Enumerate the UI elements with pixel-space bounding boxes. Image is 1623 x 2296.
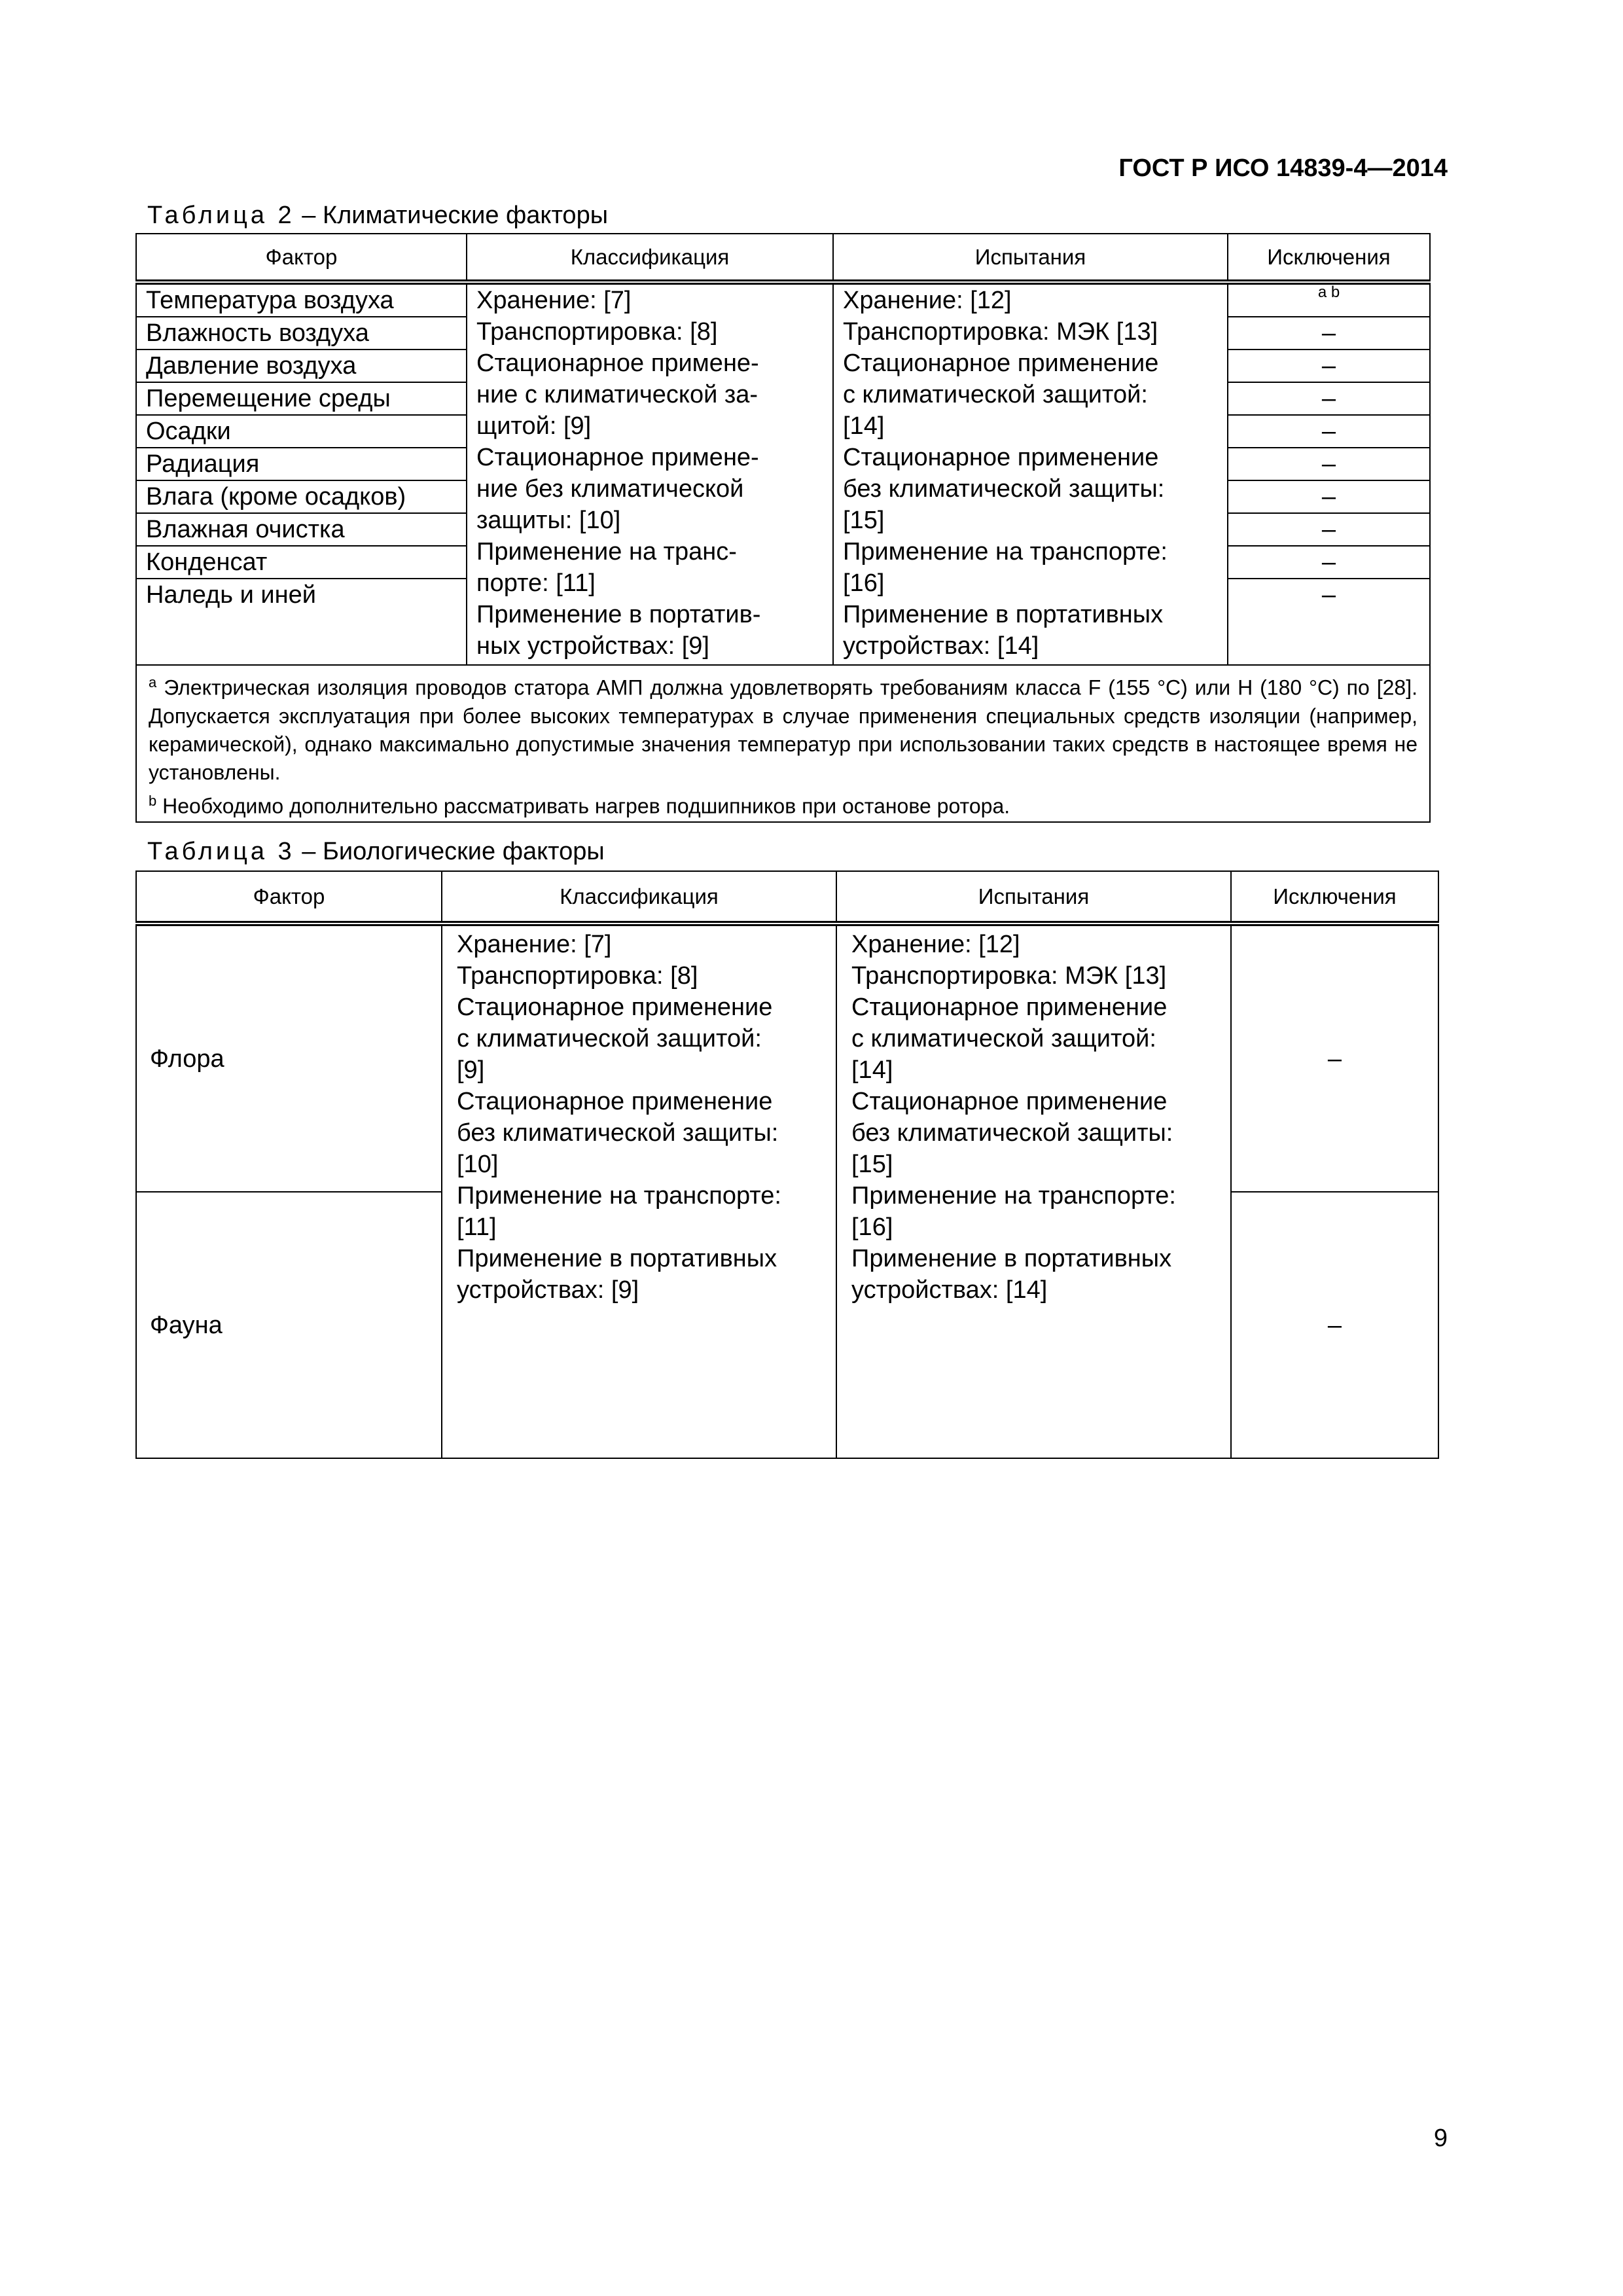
classification-line: Стационарное применение <box>457 1088 773 1115</box>
table3-col-exceptions: Исключения <box>1231 871 1438 924</box>
table2-col-tests: Испытания <box>833 234 1228 282</box>
factor-cell: Наледь и иней <box>136 579 467 665</box>
classification-line: Хранение: [7] <box>457 931 612 958</box>
classification-line: ных устройствах: [9] <box>476 632 709 660</box>
table3-caption <box>147 838 605 866</box>
tests-line: [14] <box>851 1056 893 1084</box>
table3-caption-title: – Биологические факторы <box>302 838 605 865</box>
tests-line: Стационарное применение <box>851 994 1168 1021</box>
table2-footnotes <box>136 665 1430 822</box>
factor-cell: Влажность воздуха <box>136 317 467 350</box>
classification-cell <box>467 282 833 665</box>
tests-line: с климатической защитой: <box>843 381 1148 408</box>
tests-line: Хранение: [12] <box>843 287 1012 314</box>
page-number: 9 <box>1433 2125 1448 2152</box>
tests-line: Транспортировка: МЭК [13] <box>851 962 1167 990</box>
classification-line: Стационарное примене- <box>476 350 759 377</box>
exception-cell: – <box>1228 382 1430 415</box>
factor-cell: Осадки <box>136 415 467 448</box>
factor-cell: Влага (кроме осадков) <box>136 480 467 513</box>
tests-line: Применение в портативных <box>843 601 1164 628</box>
exception-cell: – <box>1228 317 1430 350</box>
tests-line: без климатической защиты: <box>843 475 1165 503</box>
tests-line: Транспортировка: МЭК [13] <box>843 318 1158 346</box>
footnote-a <box>149 668 1418 787</box>
exception-cell: – <box>1231 924 1438 1192</box>
tests-line: Применение на транспорте: <box>851 1182 1176 1210</box>
tests-line: Стационарное применение <box>851 1088 1168 1115</box>
classification-cell <box>442 924 836 1458</box>
factor-cell: Радиация <box>136 448 467 480</box>
tests-line: [16] <box>843 569 885 597</box>
classification-line: Транспортировка: [8] <box>476 318 718 346</box>
classification-line: без климатической защиты: <box>457 1119 779 1147</box>
tests-line: [15] <box>843 507 885 534</box>
footnote-a-mark: a <box>149 674 157 691</box>
classification-line: щитой: [9] <box>476 412 592 440</box>
classification-line: Транспортировка: [8] <box>457 962 698 990</box>
table2-caption-label: Таблица 2 <box>147 202 295 229</box>
table2-caption-title: – Климатические факторы <box>302 202 609 229</box>
table2-caption <box>147 202 608 230</box>
table-row <box>136 924 1438 1192</box>
exception-cell: a b <box>1228 282 1430 317</box>
classification-line: с климатической защитой: <box>457 1025 762 1052</box>
tests-line: Стационарное применение <box>843 350 1159 377</box>
exception-cell: – <box>1228 350 1430 382</box>
exception-cell: – <box>1228 546 1430 579</box>
exception-cell: – <box>1228 448 1430 480</box>
footnote-b <box>149 787 1418 821</box>
table-footnotes-row <box>136 665 1430 822</box>
tests-line: [15] <box>851 1151 893 1178</box>
classification-line: Применение на транс- <box>476 538 737 565</box>
table3-header-row <box>136 871 1438 924</box>
table3-col-factor: Фактор <box>136 871 442 924</box>
classification-line: [11] <box>457 1213 497 1241</box>
factor-cell: Флора <box>136 924 442 1192</box>
factor-cell: Влажная очистка <box>136 513 467 546</box>
classification-line: Применение в портатив- <box>476 601 761 628</box>
classification-line: Стационарное примене- <box>476 444 759 471</box>
exception-cell: – <box>1231 1192 1438 1458</box>
classification-line: ние с климатической за- <box>476 381 758 408</box>
table3-col-tests: Испытания <box>836 871 1231 924</box>
table2-col-factor: Фактор <box>136 234 467 282</box>
factor-cell: Давление воздуха <box>136 350 467 382</box>
table2-header-row <box>136 234 1430 282</box>
tests-line: без климатической защиты: <box>851 1119 1173 1147</box>
table2-col-classification: Классификация <box>467 234 833 282</box>
tests-line: Применение на транспорте: <box>843 538 1168 565</box>
classification-line: защиты: [10] <box>476 507 621 534</box>
table3-biological-factors <box>135 870 1439 1459</box>
tests-cell <box>836 924 1231 1458</box>
classification-line: устройствах: [9] <box>457 1276 639 1304</box>
exception-cell: – <box>1228 513 1430 546</box>
factor-cell: Конденсат <box>136 546 467 579</box>
table2-col-exceptions: Исключения <box>1228 234 1430 282</box>
factor-cell: Перемещение среды <box>136 382 467 415</box>
table2-climatic-factors <box>135 233 1431 823</box>
tests-line: с климатической защитой: <box>851 1025 1156 1052</box>
footnote-b-mark: b <box>149 792 157 809</box>
tests-line: [14] <box>843 412 885 440</box>
exception-cell: – <box>1228 480 1430 513</box>
tests-line: устройствах: [14] <box>851 1276 1048 1304</box>
exception-cell: – <box>1228 579 1430 665</box>
tests-line: устройствах: [14] <box>843 632 1039 660</box>
classification-line: Применение в портативных <box>457 1245 777 1272</box>
exception-cell: – <box>1228 415 1430 448</box>
tests-cell <box>833 282 1228 665</box>
classification-line: Применение на транспорте: <box>457 1182 781 1210</box>
classification-line: [9] <box>457 1056 485 1084</box>
tests-line: Применение в портативных <box>851 1245 1172 1272</box>
classification-line: порте: [11] <box>476 569 596 597</box>
document-standard-number: ГОСТ Р ИСО 14839-4—2014 <box>1118 154 1448 182</box>
table3-caption-label: Таблица 3 <box>147 838 295 865</box>
classification-line: Хранение: [7] <box>476 287 632 314</box>
factor-cell: Фауна <box>136 1192 442 1458</box>
classification-line: [10] <box>457 1151 499 1178</box>
factor-cell: Температура воздуха <box>136 282 467 317</box>
tests-line: Стационарное применение <box>843 444 1159 471</box>
tests-line: [16] <box>851 1213 893 1241</box>
table-row <box>136 282 1430 317</box>
tests-line: Хранение: [12] <box>851 931 1020 958</box>
footnote-a-text: Электрическая изоляция проводов статора АМП должна удовлетворять требованиям класса F (155 °C) или H (180 °C) по [28]. Допускается эксплуатация при более высоких температурах в случае применения специальных средств изоляции (например, керамической), однако максимально допустимые значения температур при использовании таких средств в настоящее время не установлены. <box>149 675 1418 784</box>
footnote-b-text: Необходимо дополнительно рассматривать нагрев подшипников при останове ротора. <box>162 794 1010 818</box>
table3-col-classification: Классификация <box>442 871 836 924</box>
classification-line: ние без климатической <box>476 475 744 503</box>
classification-line: Стационарное применение <box>457 994 773 1021</box>
